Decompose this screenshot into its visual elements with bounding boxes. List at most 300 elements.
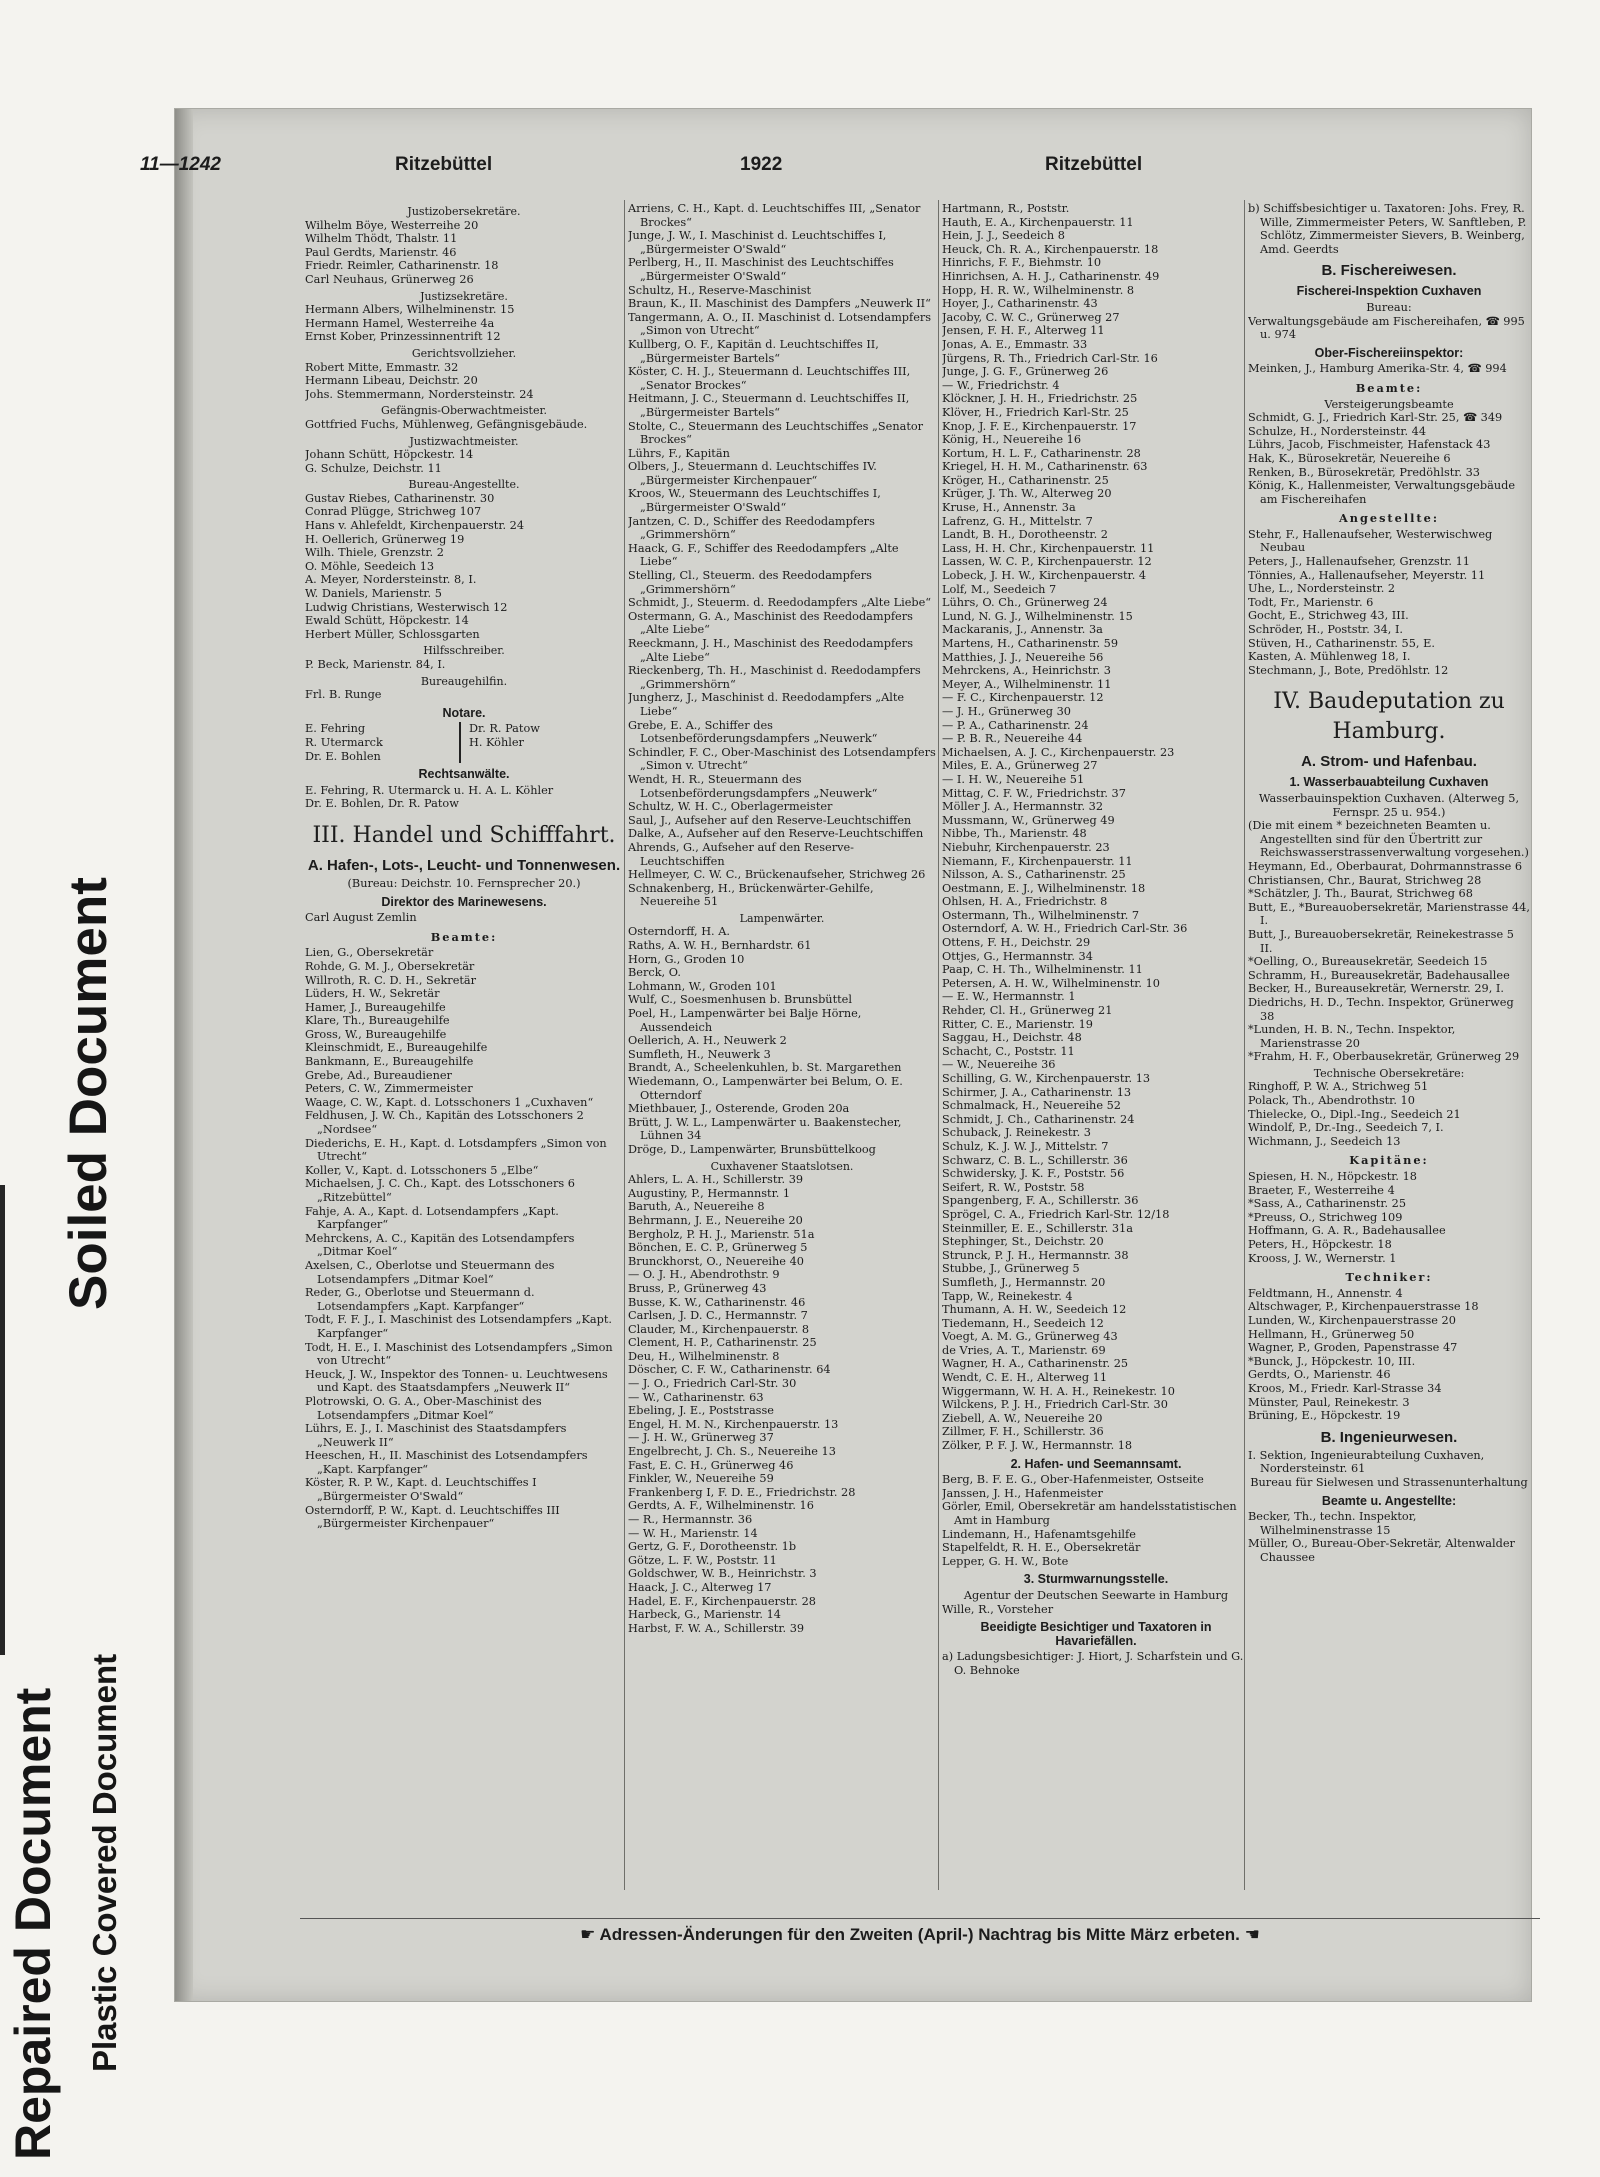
section-title: A. Strom- und Hafenbau.: [1301, 753, 1477, 771]
directory-entry: Schilling, G. W., Kirchenpauerstr. 13: [942, 1072, 1151, 1085]
directory-entry: Kortum, H. L. F., Catharinenstr. 28: [942, 446, 1141, 460]
directory-entry: Lafrenz, G. H., Mittelstr. 7: [942, 514, 1093, 528]
directory-entry: Ahlers, L. A. H., Schillerstr. 39: [628, 1173, 804, 1187]
directory-entry: Waage, C. W., Kapt. d. Lotsschoners 1 „Cuxhaven“: [305, 1095, 594, 1109]
directory-entry: Hoyer, J., Catharinenstr. 43: [942, 297, 1098, 311]
directory-entry: Ritter, C. E., Marienstr. 19: [942, 1017, 1093, 1031]
directory-entry: Rehder, Cl. H., Grünerweg 21: [942, 1004, 1113, 1018]
directory-entry: Friedr. Reimler, Catharinenstr. 18: [305, 259, 499, 273]
directory-entry: Butt, J., Bureauobersekretär, Reinekestrasse 5 II.: [1248, 927, 1514, 955]
directory-entry: Diederichs, E. H., Kapt. d. Lotsdampfers „Simon von Utrecht“: [305, 1136, 607, 1164]
directory-entry: — P. B. R., Neuereihe 44: [942, 732, 1083, 746]
directory-entry: Horn, G., Groden 10: [628, 952, 745, 966]
soiled-document-label: Soiled Document: [59, 877, 118, 1310]
directory-entry: Reder, G., Oberlotse und Steuermann d. Lotsendampfers „Kapt. Karpfanger“: [305, 1286, 535, 1313]
directory-entry: Schacht, C., Poststr. 11: [942, 1044, 1075, 1058]
directory-entry: — R., Hermannstr. 36: [628, 1513, 753, 1526]
directory-entry: Saggau, H., Deichstr. 48: [942, 1031, 1082, 1045]
directory-entry: Olbers, J., Steuermann d. Leuchtschiffes IV. „Bürgermeister Kirchenpauer“: [628, 460, 877, 487]
directory-entry: Ostermann, Th., Wilhelminenstr. 7: [942, 908, 1140, 922]
directory-entry: Schmidt, G. J., Friedrich Karl-Str. 25, ☎ 349: [1248, 411, 1503, 425]
directory-entry: Herbert Müller, Schlossgarten: [305, 627, 480, 641]
directory-entry: Ohlsen, H. A., Friedrichstr. 8: [942, 895, 1108, 909]
directory-entry: Ebeling, J. E., Poststrasse: [628, 1404, 774, 1418]
directory-entry: Reeckmann, J. H., Maschinist des Reedodampfers „Alte Liebe“: [628, 637, 914, 664]
directory-entry: — W., Catharinenstr. 63: [628, 1390, 764, 1404]
directory-entry: Paap, C. H. Th., Wilhelminenstr. 11: [942, 963, 1143, 977]
directory-entry: — E. W., Hermannstr. 1: [942, 990, 1076, 1004]
directory-entry: Wiedemann, O., Lampenwärter bei Belum, O. E. Otterndorf: [628, 1075, 903, 1102]
directory-entry: Niemann, F., Kirchenpauerstr. 11: [942, 854, 1133, 868]
directory-entry: Krüger, J. Th. W., Alterweg 20: [942, 487, 1112, 501]
directory-entry: Wille, R., Vorsteher: [942, 1602, 1054, 1616]
directory-entry: Brunckhorst, O., Neuereihe 40: [628, 1254, 804, 1268]
directory-entry: Engelbrecht, J. Ch. S., Neuereihe 13: [628, 1445, 836, 1459]
directory-entry: Gross, W., Bureaugehilfe: [305, 1027, 447, 1041]
directory-entry: Schultz, W. H. C., Oberlagermeister: [628, 800, 833, 814]
directory-entry: Junge, J. G. F., Grünerweg 26: [942, 365, 1109, 379]
centered-note: Versteigerungsbeamte: [1324, 397, 1454, 411]
directory-entry: Jantzen, C. D., Schiffer des Reedodampfers „Grimmershörn“: [628, 514, 875, 542]
directory-entry: Ottens, F. H., Deichstr. 29: [942, 936, 1091, 950]
directory-entry: Heitmann, J. C., Steuermann d. Leuchtschiffes II, „Bürgermeister Bartels“: [628, 392, 910, 419]
directory-entry: Gustav Riebes, Catharinenstr. 30: [305, 491, 495, 505]
directory-entry: Feldtmann, H., Annenstr. 4: [1248, 1286, 1403, 1300]
directory-entry: Robert Mitte, Emmastr. 32: [305, 360, 459, 374]
directory-entry: Mussmann, W., Grünerweg 49: [942, 813, 1115, 827]
directory-entry: Wendt, C. E. H., Alterweg 11: [942, 1371, 1108, 1385]
directory-entry: Stehr, F., Hallenaufseher, Westerwischweg Neubau: [1248, 527, 1493, 555]
directory-entry: Hans v. Ahlefeldt, Kirchenpauerstr. 24: [305, 519, 525, 533]
directory-entry: König, K., Hallenmeister, Verwaltungsgebäude am Fischereihafen: [1248, 479, 1516, 506]
directory-entry: Perlberg, H., II. Maschinist des Leuchtschiffes „Bürgermeister O'Swald“: [628, 256, 894, 283]
directory-entry: Lührs, O. Ch., Grünerweg 24: [942, 596, 1108, 610]
directory-entry: Osterndorff, H. A.: [628, 925, 730, 939]
directory-entry: Lührs, F., Kapitän: [628, 446, 730, 460]
directory-entry: Raths, A. W. H., Bernhardstr. 61: [628, 939, 812, 953]
directory-entry: Osterndorff, P. W., Kapt. d. Leuchtschiffes III „Bürgermeister Kirchenpauer“: [305, 1503, 560, 1531]
directory-entry: Hoffmann, G. A. R., Badehausallee: [1248, 1224, 1446, 1238]
directory-entry: Todt, Fr., Marienstr. 6: [1248, 595, 1374, 609]
directory-entry: Ernst Kober, Prinzessinnentrift 12: [305, 330, 501, 344]
directory-entry: Baruth, A., Neuereihe 8: [628, 1200, 765, 1214]
directory-entry: Oellerich, A. H., Neuwerk 2: [628, 1034, 787, 1048]
directory-entry: Verwaltungsgebäude am Fischereihafen, ☎ 995 u. 974: [1248, 314, 1525, 342]
section-heading: Cuxhavener Staatslotsen.: [710, 1159, 854, 1173]
directory-entry: Gottfried Fuchs, Mühlenweg, Gefängnisgebäude.: [305, 417, 588, 431]
directory-entry: *Frahm, H. F., Oberbausekretär, Grünerweg 29: [1248, 1050, 1520, 1064]
directory-entry: Köster, C. H. J., Steuermann d. Leuchtschiffes III, „Senator Brockes“: [628, 365, 911, 392]
directory-entry: Gocht, E., Strichweg 43, III.: [1248, 609, 1409, 623]
section-heading: Justizwachtmeister.: [409, 434, 519, 448]
directory-entry: Todt, H. E., I. Maschinist des Lotsendampfers „Simon von Utrecht“: [305, 1340, 613, 1368]
directory-entry: Krooss, J. W., Wernerstr. 1: [1248, 1251, 1397, 1265]
directory-entry: Ringhoff, P. W. A., Strichweg 51: [1248, 1080, 1429, 1094]
directory-entry: Köster, R. P. W., Kapt. d. Leuchtschiffes I „Bürgermeister O'Swald“: [305, 1476, 537, 1504]
directory-entry: Frankenberg I, F. D. E., Friedrichstr. 28: [628, 1485, 856, 1499]
centered-note: (Bureau: Deichstr. 10. Fernsprecher 20.): [347, 876, 581, 890]
directory-entry: Hak, K., Bürosekretär, Neuereihe 6: [1248, 451, 1451, 465]
subsection-heading: Beamte u. Angestellte:: [1321, 1493, 1457, 1508]
directory-entry: Hellmann, H., Grünerweg 50: [1248, 1327, 1415, 1341]
directory-entry: Thielecke, O., Dipl.-Ing., Seedeich 21: [1248, 1107, 1461, 1121]
directory-entry: Peters, C. W., Zimmermeister: [305, 1082, 473, 1096]
directory-entry: Peters, J., Hallenaufseher, Grenzstr. 11: [1248, 555, 1470, 569]
chapter-title: III. Handel und Schifffahrt.: [312, 822, 616, 848]
directory-entry: Wilhelm Thödt, Thalstr. 11: [305, 232, 458, 246]
directory-entry: *Bunck, J., Höpckestr. 10, III.: [1248, 1354, 1416, 1368]
directory-entry: Osterndorf, A. W. H., Friedrich Carl-Str. 36: [942, 922, 1188, 936]
directory-entry: Hartmann, R., Poststr.: [942, 202, 1070, 215]
directory-entry: Matthies, J. J., Neuereihe 56: [942, 650, 1104, 664]
directory-entry: — J. O., Friedrich Carl-Str. 30: [628, 1377, 797, 1391]
directory-entry: Christiansen, Chr., Baurat, Strichweg 28: [1248, 873, 1482, 887]
directory-entry: Stüven, H., Catharinenstr. 55, E.: [1248, 636, 1435, 650]
directory-entry: Petersen, A. H. W., Wilhelminenstr. 10: [942, 976, 1160, 990]
centered-note: Bureau:: [1366, 300, 1412, 314]
directory-entry: Wagner, P., Groden, Papenstrasse 47: [1248, 1341, 1458, 1355]
directory-entry: Lund, N. G. J., Wilhelminenstr. 15: [942, 609, 1133, 623]
directory-entry: Görler, Emil, Obersekretär am handelsstatistischen Amt in Hamburg: [942, 1500, 1237, 1527]
directory-entry: Lührs, Jacob, Fischmeister, Hafenstack 43: [1248, 438, 1491, 452]
section-heading: Technische Obersekretäre:: [1313, 1066, 1465, 1080]
directory-column-1: [305, 202, 623, 1922]
section-heading: Lampenwärter.: [739, 911, 825, 925]
group-label: Angestellte:: [1339, 511, 1439, 526]
directory-entry: Axelsen, C., Oberlotse und Steuermann des Lotsendampfers „Ditmar Koel“: [305, 1258, 555, 1286]
directory-entry: Lührs, E. J., I. Maschinist des Staatsdampfers „Neuwerk II“: [305, 1422, 567, 1449]
directory-entry: Hellmeyer, C. W. C., Brückenaufseher, Strichweg 26: [628, 868, 926, 882]
directory-entry: Brütt, J. W. L., Lampenwärter u. Baakenstecher, Lühnen 34: [628, 1115, 902, 1143]
directory-entry: Dalke, A., Aufseher auf den Reserve-Leuchtschiffen: [628, 827, 924, 841]
repaired-document-label: Repaired Document: [5, 1687, 61, 2160]
section-heading: Justizsekretäre.: [420, 289, 508, 303]
directory-entry: Willroth, R. C. D. H., Sekretär: [305, 973, 477, 987]
notary-name: Dr. E. Bohlen: [305, 749, 381, 763]
directory-entry: Götze, L. F. W., Poststr. 11: [628, 1553, 777, 1567]
directory-entry: Tönnies, A., Hallenaufseher, Meyerstr. 11: [1248, 568, 1486, 582]
directory-entry: — O. J. H., Abendrothstr. 9: [628, 1268, 780, 1282]
directory-entry: Kasten, A. Mühlenweg 18, I.: [1248, 650, 1411, 664]
directory-entry: Kriegel, H. H. M., Catharinenstr. 63: [942, 460, 1148, 474]
directory-entry: Stephinger, St., Deichstr. 20: [942, 1235, 1104, 1249]
directory-entry: Windolf, P., Dr.-Ing., Seedeich 7, I.: [1248, 1121, 1444, 1135]
directory-entry: Mehrckens, A., Heinrichstr. 3: [942, 664, 1111, 678]
directory-column-2: [628, 202, 936, 1922]
directory-entry: Dr. E. Bohlen, Dr. R. Patow: [305, 797, 459, 811]
directory-entry: Miles, E. A., Grünerweg 27: [942, 759, 1098, 773]
directory-entry: Schmalmack, H., Neuereihe 52: [942, 1099, 1121, 1113]
directory-entry: Wagner, H. A., Catharinenstr. 25: [942, 1357, 1129, 1371]
directory-entry: Diedrichs, H. D., Techn. Inspektor, Grünerweg 38: [1248, 995, 1514, 1023]
centered-note: Bureau für Sielwesen und Strassenunterhaltung: [1250, 1475, 1528, 1489]
directory-entry: Haack, G. F., Schiffer des Reedodampfers „Alte Liebe“: [628, 541, 899, 569]
directory-entry: Goldschwer, W. B., Heinrichstr. 3: [628, 1567, 817, 1581]
directory-entry: Knop, J. F. E., Kirchenpauerstr. 17: [942, 419, 1137, 433]
directory-entry: Lassen, W. C. P., Kirchenpauerstr. 12: [942, 555, 1152, 569]
directory-entry: Frl. B. Runge: [305, 688, 382, 702]
directory-entry: *Oelling, O., Bureausekretär, Seedeich 15: [1248, 955, 1488, 969]
directory-entry: Finkler, W., Neuereihe 59: [628, 1472, 774, 1486]
directory-entry: Lepper, G. H. W., Bote: [942, 1554, 1069, 1568]
section-title: A. Hafen-, Lots-, Leucht- und Tonnenwesen.: [307, 856, 621, 874]
group-label: Kapitäne:: [1349, 1153, 1429, 1168]
directory-entry: Altschwager, P., Kirchenpauerstrasse 18: [1248, 1300, 1479, 1314]
directory-entry: Seifert, R. W., Poststr. 58: [942, 1180, 1085, 1194]
directory-entry: E. Fehring, R. Utermarck u. H. A. L. Köhler: [305, 783, 554, 797]
directory-entry: — P. A., Catharinenstr. 24: [942, 718, 1089, 732]
directory-entry: Busse, K. W., Catharinenstr. 46: [628, 1295, 806, 1309]
directory-entry: Klöckner, J. H. H., Friedrichstr. 25: [942, 392, 1138, 406]
directory-entry: Sprögel, C. A., Friedrich Karl-Str. 12/18: [942, 1207, 1170, 1221]
directory-entry: Brandt, A., Scheelenkuhlen, b. St. Margarethen: [628, 1061, 902, 1075]
directory-entry: Kroos, W., Steuermann des Leuchtschiffes I, „Bürgermeister O'Swald“: [628, 487, 881, 515]
directory-entry: Stelling, Cl., Steuerm. des Reedodampfers „Grimmershörn“: [628, 569, 872, 596]
directory-entry: Rohde, G. M. J., Obersekretär: [305, 959, 475, 973]
directory-entry: Arriens, C. H., Kapt. d. Leuchtschiffes III, „Senator Brockes“: [628, 202, 921, 229]
directory-entry: Wiggermann, W. H. A. H., Reinekestr. 10: [942, 1384, 1175, 1398]
directory-entry: Martens, H., Catharinenstr. 59: [942, 637, 1119, 650]
directory-entry: Dröge, D., Lampenwärter, Brunsbüttelkoog: [628, 1142, 876, 1156]
notary-name: Dr. R. Patow: [469, 722, 540, 736]
directory-entry: Thumann, A. H. W., Seedeich 12: [942, 1303, 1127, 1317]
header-city-right: Ritzebüttel: [1045, 154, 1143, 175]
section-heading: Bureaugehilfin.: [420, 674, 508, 688]
directory-entry: Klöver, H., Friedrich Karl-Str. 25: [942, 405, 1129, 419]
directory-entry: Zölker, P. F. J. W., Hermannstr. 18: [942, 1439, 1133, 1453]
directory-entry: Lindemann, H., Hafenamtsgehilfe: [942, 1527, 1136, 1541]
directory-entry: Hermann Hamel, Westerreihe 4a: [305, 316, 495, 330]
directory-entry: Lobeck, J. H. W., Kirchenpauerstr. 4: [942, 569, 1147, 583]
directory-entry: Mittag, C. F. W., Friedrichstr. 37: [942, 786, 1126, 800]
directory-entry: Bankmann, E., Bureaugehilfe: [305, 1055, 474, 1069]
directory-entry: Kröger, H., Catharinenstr. 25: [942, 473, 1109, 487]
directory-entry: — J. H. W., Grünerweg 37: [628, 1431, 774, 1445]
directory-entry: *Lunden, H. B. N., Techn. Inspektor, Marienstrasse 20: [1248, 1023, 1456, 1050]
directory-entry: Fast, E. C. H., Grünerweg 46: [628, 1458, 794, 1472]
directory-entry: Hauth, E. A., Kirchenpauerstr. 11: [942, 215, 1134, 229]
subsection-heading: 2. Hafen- und Seemannsamt.: [1010, 1456, 1182, 1471]
directory-entry: Peters, H., Höpckestr. 18: [1248, 1238, 1392, 1251]
section-heading: Gerichtsvollzieher.: [411, 346, 517, 360]
directory-entry: — F. C., Kirchenpauerstr. 12: [942, 691, 1104, 705]
directory-entry: Carlsen, J. D. C., Hermannstr. 7: [628, 1309, 808, 1323]
column-rule: [938, 200, 939, 1890]
directory-entry: Müller, O., Bureau-Ober-Sekretär, Altenwalder Chaussee: [1248, 1537, 1515, 1564]
notare-left: [305, 722, 459, 763]
directory-entry: Clement, H. P., Catharinenstr. 25: [628, 1336, 817, 1350]
directory-entry: Kroos, M., Friedr. Karl-Strasse 34: [1248, 1381, 1442, 1395]
directory-entry: Johs. Stemmermann, Nordersteinstr. 24: [305, 387, 534, 401]
directory-entry: Tapp, W., Reinekestr. 4: [942, 1289, 1073, 1303]
directory-entry: Behrmann, J. E., Neuereihe 20: [628, 1213, 803, 1227]
directory-entry: G. Schulze, Deichstr. 11: [305, 461, 442, 475]
directory-entry: Bruss, P., Grünerweg 43: [628, 1281, 767, 1295]
directory-entry: Schirmer, J. A., Catharinenstr. 13: [942, 1085, 1132, 1099]
scan-edge-bar: [0, 1185, 5, 1655]
directory-entry: Münster, Paul, Reinekestr. 3: [1248, 1395, 1410, 1409]
directory-entry: Hermann Libeau, Deichstr. 20: [305, 374, 478, 388]
directory-entry: Bergholz, P. H. J., Marienstr. 51a: [628, 1227, 815, 1241]
directory-column-4: [1248, 202, 1530, 1922]
notary-name: E. Fehring: [305, 722, 366, 736]
directory-entry: Lohmann, W., Groden 101: [628, 979, 777, 993]
directory-entry: Stubbe, J., Grünerweg 5: [942, 1262, 1080, 1276]
subsection-heading: Beeidigte Besichtiger und Taxatoren in Havariefällen.: [980, 1620, 1212, 1648]
page-header: [140, 150, 1290, 184]
directory-entry: Harbst, F. W. A., Schillerstr. 39: [628, 1621, 805, 1635]
directory-entry: Schultz, H., Reserve-Maschinist: [628, 283, 812, 297]
section-heading: Bureau-Angestellte.: [408, 478, 520, 492]
directory-entry: Gerdts, O., Marienstr. 46: [1248, 1368, 1391, 1382]
subsection-heading: Ober-Fischereiinspektor:: [1314, 345, 1464, 360]
subsection-heading: Fischerei-Inspektion Cuxhaven: [1296, 284, 1482, 299]
directory-entry: Hermann Albers, Wilhelminenstr. 15: [305, 303, 515, 317]
directory-entry: Jürgens, R. Th., Friedrich Carl-Str. 16: [942, 351, 1158, 365]
directory-entry: Schindler, F. C., Ober-Maschinist des Lotsendampfers „Simon v. Utrecht“: [628, 745, 936, 773]
directory-entry: — W., Neuereihe 36: [942, 1058, 1056, 1072]
directory-entry: — I. H. W., Neuereihe 51: [942, 772, 1085, 786]
directory-entry: — W. H., Marienstr. 14: [628, 1526, 758, 1540]
directory-entry: Wendt, H. R., Steuermann des Lotsenbeförderungsdampfers „Neuwerk“: [628, 772, 878, 800]
group-label: Beamte:: [430, 929, 498, 944]
directory-entry: König, H., Neuereihe 16: [942, 433, 1082, 447]
directory-entry: Becker, Th., techn. Inspektor, Wilhelminenstrasse 15: [1248, 1510, 1417, 1537]
directory-entry: Jacoby, C. W. C., Grünerweg 27: [942, 310, 1120, 324]
directory-entry: Michaelsen, J. C. Ch., Kapt. des Lotsschoners 6 „Ritzebüttel“: [305, 1177, 575, 1204]
directory-entry: Gertz, G. F., Dorotheenstr. 1b: [628, 1540, 797, 1554]
directory-entry: — J. H., Grünerweg 30: [942, 704, 1071, 718]
directory-entry: Steinmiller, E. E., Schillerstr. 31a: [942, 1221, 1133, 1235]
directory-entry: Hein, J. J., Seedeich 8: [942, 229, 1065, 243]
directory-entry: Voegt, A. M. G., Grünerweg 43: [942, 1330, 1118, 1344]
directory-entry: Spangenberg, F. A., Schillerstr. 36: [942, 1194, 1139, 1208]
directory-entry: *Preuss, O., Strichweg 109: [1248, 1210, 1403, 1224]
directory-entry: Clauder, M., Kirchenpauerstr. 8: [628, 1322, 810, 1336]
group-label: Beamte:: [1355, 380, 1423, 395]
directory-entry: Butt, E., *Bureauobersekretär, Marienstrasse 44, I.: [1248, 900, 1530, 928]
directory-entry: Spiesen, H. N., Höpckestr. 18: [1248, 1170, 1417, 1184]
directory-entry: Rieckenberg, Th. H., Maschinist d. Reedodampfers „Grimmershörn“: [628, 664, 921, 691]
directory-entry: Plotrowski, O. G. A., Ober-Maschinist des Lotsendampfers „Ditmar Koel“: [305, 1394, 542, 1422]
directory-entry: Mehrckens, A. C., Kapitän des Lotsendampfers „Ditmar Koel“: [305, 1231, 575, 1259]
page-footer-notice: ☛ Adressen-Änderungen für den Zweiten (April-) Nachtrag bis Mitte März erbeten. ☚: [300, 1918, 1540, 1957]
directory-entry: Brüning, E., Höpckestr. 19: [1248, 1409, 1401, 1423]
directory-entry: Ludwig Christians, Westerwisch 12: [305, 600, 508, 614]
notare-list: [305, 722, 623, 763]
directory-entry: Grebe, E. A., Schiffer des Lotsenbeförderungsdampfers „Neuwerk“: [628, 718, 878, 746]
directory-entry: H. Oellerich, Grünerweg 19: [305, 532, 465, 546]
directory-entry: Carl Neuhaus, Grünerweg 26: [305, 272, 474, 286]
page-number: 11—1242: [140, 154, 221, 175]
directory-entry: Schwidersky, J. K. F., Poststr. 56: [942, 1167, 1125, 1181]
directory-entry: de Vries, A. T., Marienstr. 69: [942, 1343, 1106, 1357]
directory-entry: I. Sektion, Ingenieurabteilung Cuxhaven, Nordersteinstr. 61: [1248, 1448, 1485, 1476]
directory-entry: Nibbe, Th., Marienstr. 48: [942, 827, 1087, 841]
directory-entry: Ziebell, A. W., Neuereihe 20: [942, 1411, 1103, 1425]
directory-entry: Sumfleth, H., Neuwerk 3: [628, 1047, 771, 1061]
directory-entry: Schulze, H., Nordersteinstr. 44: [1248, 424, 1427, 438]
directory-entry: Möller J. A., Hermannstr. 32: [942, 800, 1104, 814]
directory-entry: Poel, H., Lampenwärter bei Balje Hörne, Aussendeich: [628, 1007, 862, 1034]
directory-entry: Ostermann, G. A., Maschinist des Reedodampfers „Alte Liebe“: [628, 609, 913, 637]
directory-entry: Harbeck, G., Marienstr. 14: [628, 1608, 781, 1622]
directory-entry: Klare, Th., Bureaugehilfe: [305, 1014, 450, 1028]
directory-entry: Berg, B. F. E. G., Ober-Hafenmeister, Ostseite: [942, 1473, 1204, 1487]
notary-name: H. Köhler: [469, 735, 524, 749]
directory-entry: Stapelfeldt, R. H. E., Obersekretär: [942, 1541, 1141, 1555]
directory-entry: Jungherz, J., Maschinist d. Reedodampfers „Alte Liebe“: [628, 691, 905, 718]
subsection-heading: Rechtsanwälte.: [418, 767, 510, 782]
centered-note: Agentur der Deutschen Seewarte in Hamburg: [963, 1588, 1229, 1602]
directory-entry: — W., Friedrichstr. 4: [942, 378, 1060, 392]
directory-entry: Heymann, Ed., Oberbaurat, Dohrmannstrasse 6: [1248, 859, 1523, 873]
directory-entry: Schwarz, C. B. L., Schillerstr. 36: [942, 1153, 1128, 1167]
subsection-heading: 1. Wasserbauabteilung Cuxhaven: [1289, 775, 1489, 790]
directory-entry: Wilh. Thiele, Grenzstr. 2: [305, 546, 444, 560]
directory-entry: Schmidt, J. Ch., Catharinenstr. 24: [942, 1112, 1135, 1126]
directory-entry: Kullberg, O. F., Kapitän d. Leuchtschiffes II, „Bürgermeister Bartels“: [628, 337, 879, 365]
directory-entry: Lolf, M., Seedeich 7: [942, 582, 1057, 596]
directory-entry: Grebe, Ad., Bureaudiener: [305, 1068, 452, 1082]
directory-entry: Carl August Zemlin: [305, 911, 417, 925]
directory-entry: Meyer, A., Wilhelminenstr. 11: [942, 677, 1112, 691]
directory-entry: Ahrends, G., Aufseher auf den Reserve-Leuchtschiffen: [628, 840, 854, 868]
directory-entry: Janssen, J. H., Hafenmeister: [942, 1486, 1103, 1500]
directory-entry: Schulz, K. J. W. J., Mittelstr. 7: [942, 1139, 1109, 1153]
directory-entry: Johann Schütt, Höpckestr. 14: [305, 448, 474, 462]
directory-entry: Gerdts, A. F., Wilhelminenstr. 16: [628, 1499, 814, 1513]
directory-entry: Conrad Plügge, Strichweg 107: [305, 505, 482, 519]
directory-entry: Jonas, A. E., Emmastr. 33: [942, 337, 1088, 351]
group-label: Techniker:: [1345, 1270, 1433, 1285]
directory-entry: Koller, V., Kapt. d. Lotsschoners 5 „Elbe“: [305, 1163, 539, 1177]
directory-entry: Feldhusen, J. W. Ch., Kapitän des Lotsschoners 2 „Nordsee“: [305, 1109, 584, 1137]
directory-entry: Saul, J., Aufseher auf den Reserve-Leuchtschiffen: [628, 813, 912, 827]
directory-entry: Ewald Schütt, Höpckestr. 14: [305, 614, 469, 628]
chapter-title: IV. Baudeputation zu Hamburg.: [1273, 689, 1505, 745]
directory-entry: Lunden, W., Kirchenpauerstrasse 20: [1248, 1313, 1456, 1327]
subsection-heading: Direktor des Marinewesens.: [381, 894, 547, 909]
directory-entry: Paul Gerdts, Marienstr. 46: [305, 245, 457, 259]
directory-entry: Braun, K., II. Maschinist des Dampfers „Neuwerk II“: [628, 297, 931, 311]
directory-entry: Bönchen, E. C. P., Grünerweg 5: [628, 1241, 808, 1255]
notare-right: [459, 722, 623, 763]
section-title: B. Ingenieurwesen.: [1320, 1428, 1458, 1446]
directory-entry: Kruse, H., Annenstr. 3a: [942, 501, 1076, 515]
directory-entry: Hinrichsen, A. H. J., Catharinenstr. 49: [942, 269, 1160, 283]
section-heading: Justizobersekretäre.: [407, 205, 521, 218]
directory-entry: (Die mit einem * bezeichneten Beamten u. Angestellten sind für den Übertritt zur Reichswasserstrassenverwaltung vorgesehen.): [1248, 819, 1529, 860]
directory-entry: Stolte, C., Steuermann des Leuchtschiffes „Senator Brockes“: [628, 419, 924, 447]
directory-entry: Hamer, J., Bureaugehilfe: [305, 1000, 446, 1014]
directory-entry: Stechmann, J., Bote, Predöhlstr. 12: [1248, 663, 1449, 677]
directory-entry: Landt, B. H., Dorotheenstr. 2: [942, 528, 1108, 542]
directory-entry: Sumfleth, J., Hermannstr. 20: [942, 1275, 1106, 1289]
directory-entry: Hinrichs, F. F., Biehmstr. 10: [942, 256, 1102, 270]
directory-entry: Junge, J. W., I. Maschinist d. Leuchtschiffes I, „Bürgermeister O'Swald“: [628, 229, 887, 256]
column-rule: [624, 200, 625, 1890]
directory-entry: Niebuhr, Kirchenpauerstr. 23: [942, 840, 1110, 854]
directory-entry: Hadel, E. F., Kirchenpauerstr. 28: [628, 1594, 816, 1608]
directory-entry: Becker, H., Bureausekretär, Wernerstr. 29, I.: [1248, 982, 1504, 996]
directory-entry: Wilckens, P. J. H., Friedrich Carl-Str. 30: [942, 1398, 1168, 1412]
directory-entry: Zillmer, F. H., Schillerstr. 36: [942, 1425, 1104, 1439]
directory-entry: *Sass, A., Catharinenstr. 25: [1248, 1197, 1407, 1211]
directory-entry: Tangermann, A. O., II. Maschinist d. Lotsendampfers „Simon von Utrecht“: [628, 310, 932, 338]
directory-entry: Todt, F. F. J., I. Maschinist des Lotsendampfers „Kapt. Karpfanger“: [305, 1313, 612, 1340]
directory-entry: P. Beck, Marienstr. 84, I.: [305, 658, 446, 671]
